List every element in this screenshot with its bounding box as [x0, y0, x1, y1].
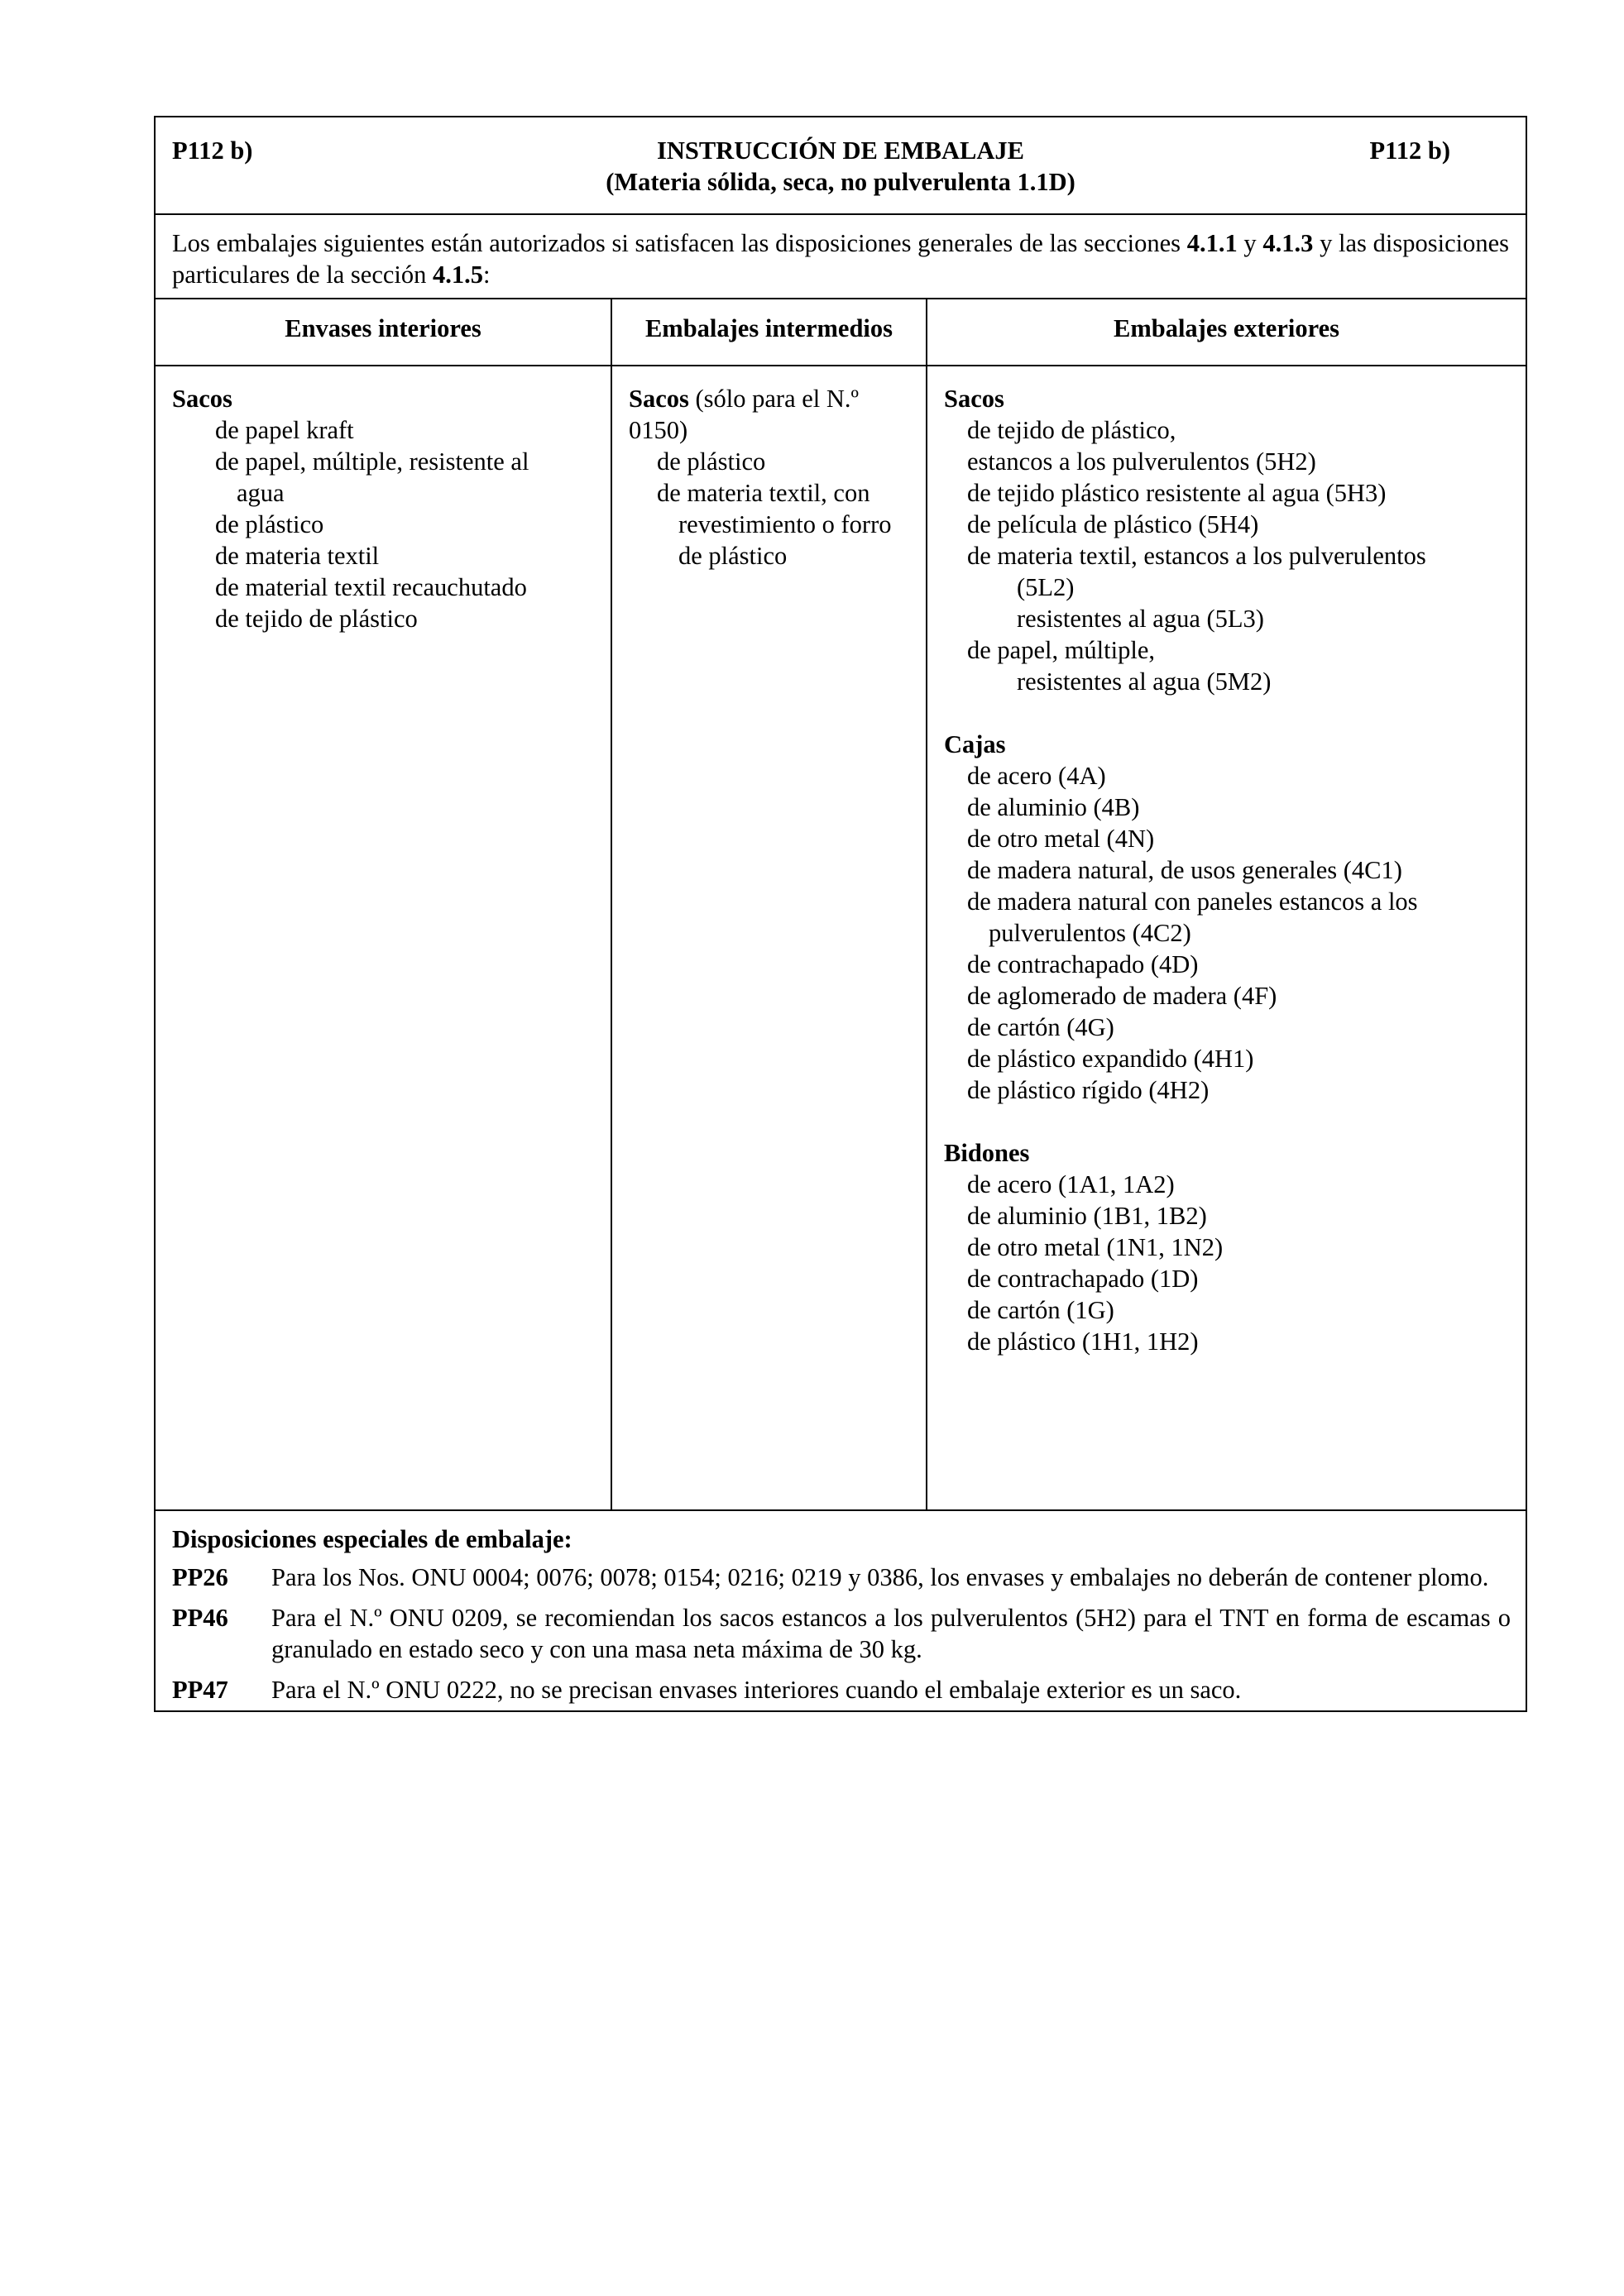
list-item: de aluminio (4B): [967, 793, 1140, 821]
group-title-note: (sólo para el N.º 0150): [629, 385, 859, 444]
list-item: de materia textil: [215, 542, 380, 570]
list-item: de cartón (4G): [967, 1013, 1114, 1041]
list-item: [944, 540, 1512, 603]
instruction-code-left: P112 b): [172, 136, 253, 165]
packaging-columns: [156, 299, 1526, 1509]
column-body-outer: [927, 366, 1526, 1509]
provision-text: Para el N.º ONU 0222, no se precisan envases interiores cuando el embalaje exterior es un saco.: [271, 1676, 1242, 1704]
special-provisions-title: Disposiciones especiales de embalaje:: [172, 1525, 572, 1553]
provision-text: Para los Nos. ONU 0004; 0076; 0078; 0154; 0216; 0219 y 0386, los envases y embalajes no deberán de contener plomo.: [271, 1563, 1489, 1591]
list-item-line: de materia textil, estancos a los pulverulentos: [967, 542, 1426, 570]
list-item-continuation: revestimiento o forro de plástico: [678, 510, 892, 570]
provision-pp26: [172, 1562, 1511, 1593]
list-item-continuation: pulverulentos (4C2): [989, 919, 1191, 947]
instruction-subtitle: (Materia sólida, seca, no pulverulenta 1.1D): [606, 168, 1075, 196]
packing-instruction-table: [154, 116, 1527, 1712]
column-intermediate: [611, 299, 926, 1509]
section-ref-4-1-3: 4.1.3: [1262, 229, 1314, 257]
list-item-line: de papel, múltiple, resistente al: [215, 447, 529, 476]
column-heading-intermediate: Embalajes intermedios: [612, 299, 926, 366]
list-item: de aglomerado de madera (4F): [967, 982, 1277, 1010]
provision-code: PP47: [172, 1676, 228, 1704]
list-item: resistentes al agua (5L3): [1017, 605, 1264, 633]
column-heading-inner: Envases interiores: [156, 299, 611, 366]
intermediate-sacos-group: [629, 383, 913, 572]
table-header: [156, 117, 1526, 215]
instruction-code-right: P112 b): [1369, 136, 1450, 165]
column-body-intermediate: [612, 366, 926, 1509]
group-title: Bidones: [944, 1139, 1030, 1167]
column-outer: [926, 299, 1526, 1509]
list-item: de plástico expandido (4H1): [967, 1045, 1254, 1073]
list-item: de otro metal (4N): [967, 825, 1155, 853]
group-title: [629, 383, 913, 446]
list-item: de tejido de plástico,: [967, 416, 1176, 444]
intro-paragraph: [156, 215, 1526, 299]
list-item: de cartón (1G): [967, 1296, 1114, 1324]
outer-bidones-group: [944, 1137, 1512, 1357]
list-item: [629, 477, 913, 572]
list-item: [944, 886, 1512, 949]
intro-text-2: y: [1237, 229, 1263, 257]
list-item: de tejido plástico resistente al agua (5H3): [967, 479, 1387, 507]
group-title-text: Sacos: [629, 385, 689, 413]
list-item-line: de madera natural con paneles estancos a los: [967, 887, 1418, 916]
header-title-block: [156, 135, 1526, 198]
section-ref-4-1-5: 4.1.5: [433, 261, 484, 289]
intro-text-4: :: [483, 261, 491, 289]
intro-text-3: y las disposiciones particulares de la sección: [172, 229, 1509, 289]
list-item: de acero (4A): [967, 762, 1106, 790]
column-body-inner: [156, 366, 611, 1509]
list-item: de otro metal (1N1, 1N2): [967, 1233, 1224, 1261]
special-provisions: [156, 1509, 1526, 1710]
list-item: de papel kraft: [215, 416, 354, 444]
list-item: de material textil recauchutado: [215, 573, 527, 601]
list-item: resistentes al agua (5M2): [1017, 667, 1272, 696]
section-ref-4-1-1: 4.1.1: [1186, 229, 1238, 257]
list-item: de plástico (1H1, 1H2): [967, 1327, 1199, 1356]
list-item-continuation: agua: [237, 479, 285, 507]
list-item: de tejido de plástico: [215, 605, 418, 633]
inner-sacos-group: [172, 383, 597, 634]
list-item: de madera natural, de usos generales (4C1): [967, 856, 1402, 884]
outer-cajas-group: [944, 729, 1512, 1106]
list-item: [172, 446, 597, 509]
list-item: estancos a los pulverulentos (5H2): [967, 447, 1316, 476]
list-item: de contrachapado (4D): [967, 950, 1199, 978]
list-item: de película de plástico (5H4): [967, 510, 1259, 538]
provision-pp47: [172, 1674, 1511, 1705]
list-item: de aluminio (1B1, 1B2): [967, 1202, 1207, 1230]
group-title: Sacos: [944, 385, 1004, 413]
group-title: Cajas: [944, 730, 1006, 758]
provision-pp46: [172, 1602, 1511, 1665]
instruction-title: INSTRUCCIÓN DE EMBALAJE: [656, 136, 1024, 165]
provision-text: Para el N.º ONU 0209, se recomiendan los sacos estancos a los pulverulentos (5H2) para el TNT en forma de escamas o granulado en estado seco y con una masa neta máxima de 30 kg.: [271, 1604, 1511, 1663]
column-heading-outer: Embalajes exteriores: [927, 299, 1526, 366]
group-title: Sacos: [172, 385, 232, 413]
provision-code: PP26: [172, 1563, 228, 1591]
provision-code: PP46: [172, 1604, 228, 1632]
list-item-continuation: (5L2): [1017, 573, 1075, 601]
outer-sacos-group: [944, 383, 1512, 697]
list-item: de plástico: [215, 510, 324, 538]
list-item: de acero (1A1, 1A2): [967, 1170, 1175, 1198]
list-item: de contrachapado (1D): [967, 1265, 1199, 1293]
intro-text-1: Los embalajes siguientes están autorizados si satisfacen las disposiciones generales de las secciones: [172, 229, 1187, 257]
list-item: de plástico: [657, 447, 766, 476]
list-item: de plástico rígido (4H2): [967, 1076, 1210, 1104]
column-inner: [156, 299, 611, 1509]
list-item-line: de materia textil, con: [657, 479, 870, 507]
list-item: de papel, múltiple,: [967, 636, 1155, 664]
